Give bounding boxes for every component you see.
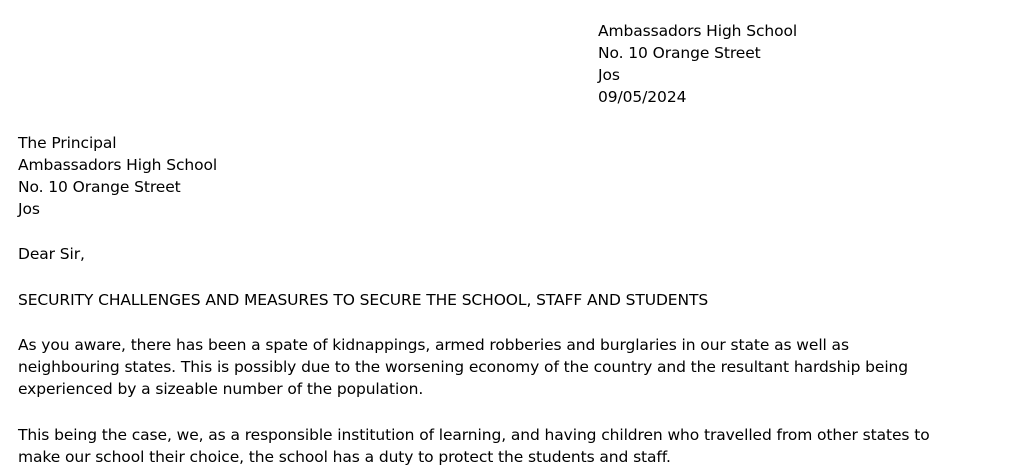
recipient-title: The Principal <box>18 134 117 152</box>
recipient-name: Ambassadors High School <box>18 156 218 174</box>
subject-line: SECURITY CHALLENGES AND MEASURES TO SECURE THE SCHOOL, STAFF AND STUDENTS <box>18 291 709 309</box>
paragraph-line: This being the case, we, as a responsible institution of learning, and having children who travelled from other states to <box>18 426 930 444</box>
letter-date: 09/05/2024 <box>598 88 687 106</box>
paragraph-line: As you aware, there has been a spate of kidnappings, armed robberies and burglaries in our state as well as <box>18 336 849 354</box>
paragraph-line: experienced by a sizeable number of the population. <box>18 380 424 398</box>
paragraph-line: make our school their choice, the school has a duty to protect the students and staff. <box>18 448 671 466</box>
sender-city: Jos <box>598 66 620 84</box>
salutation: Dear Sir, <box>18 245 85 263</box>
sender-street: No. 10 Orange Street <box>598 44 761 62</box>
recipient-city: Jos <box>18 200 40 218</box>
sender-name: Ambassadors High School <box>598 22 798 40</box>
recipient-street: No. 10 Orange Street <box>18 178 181 196</box>
paragraph-line: neighbouring states. This is possibly due to the worsening economy of the country and the resultant hardship being <box>18 358 909 376</box>
